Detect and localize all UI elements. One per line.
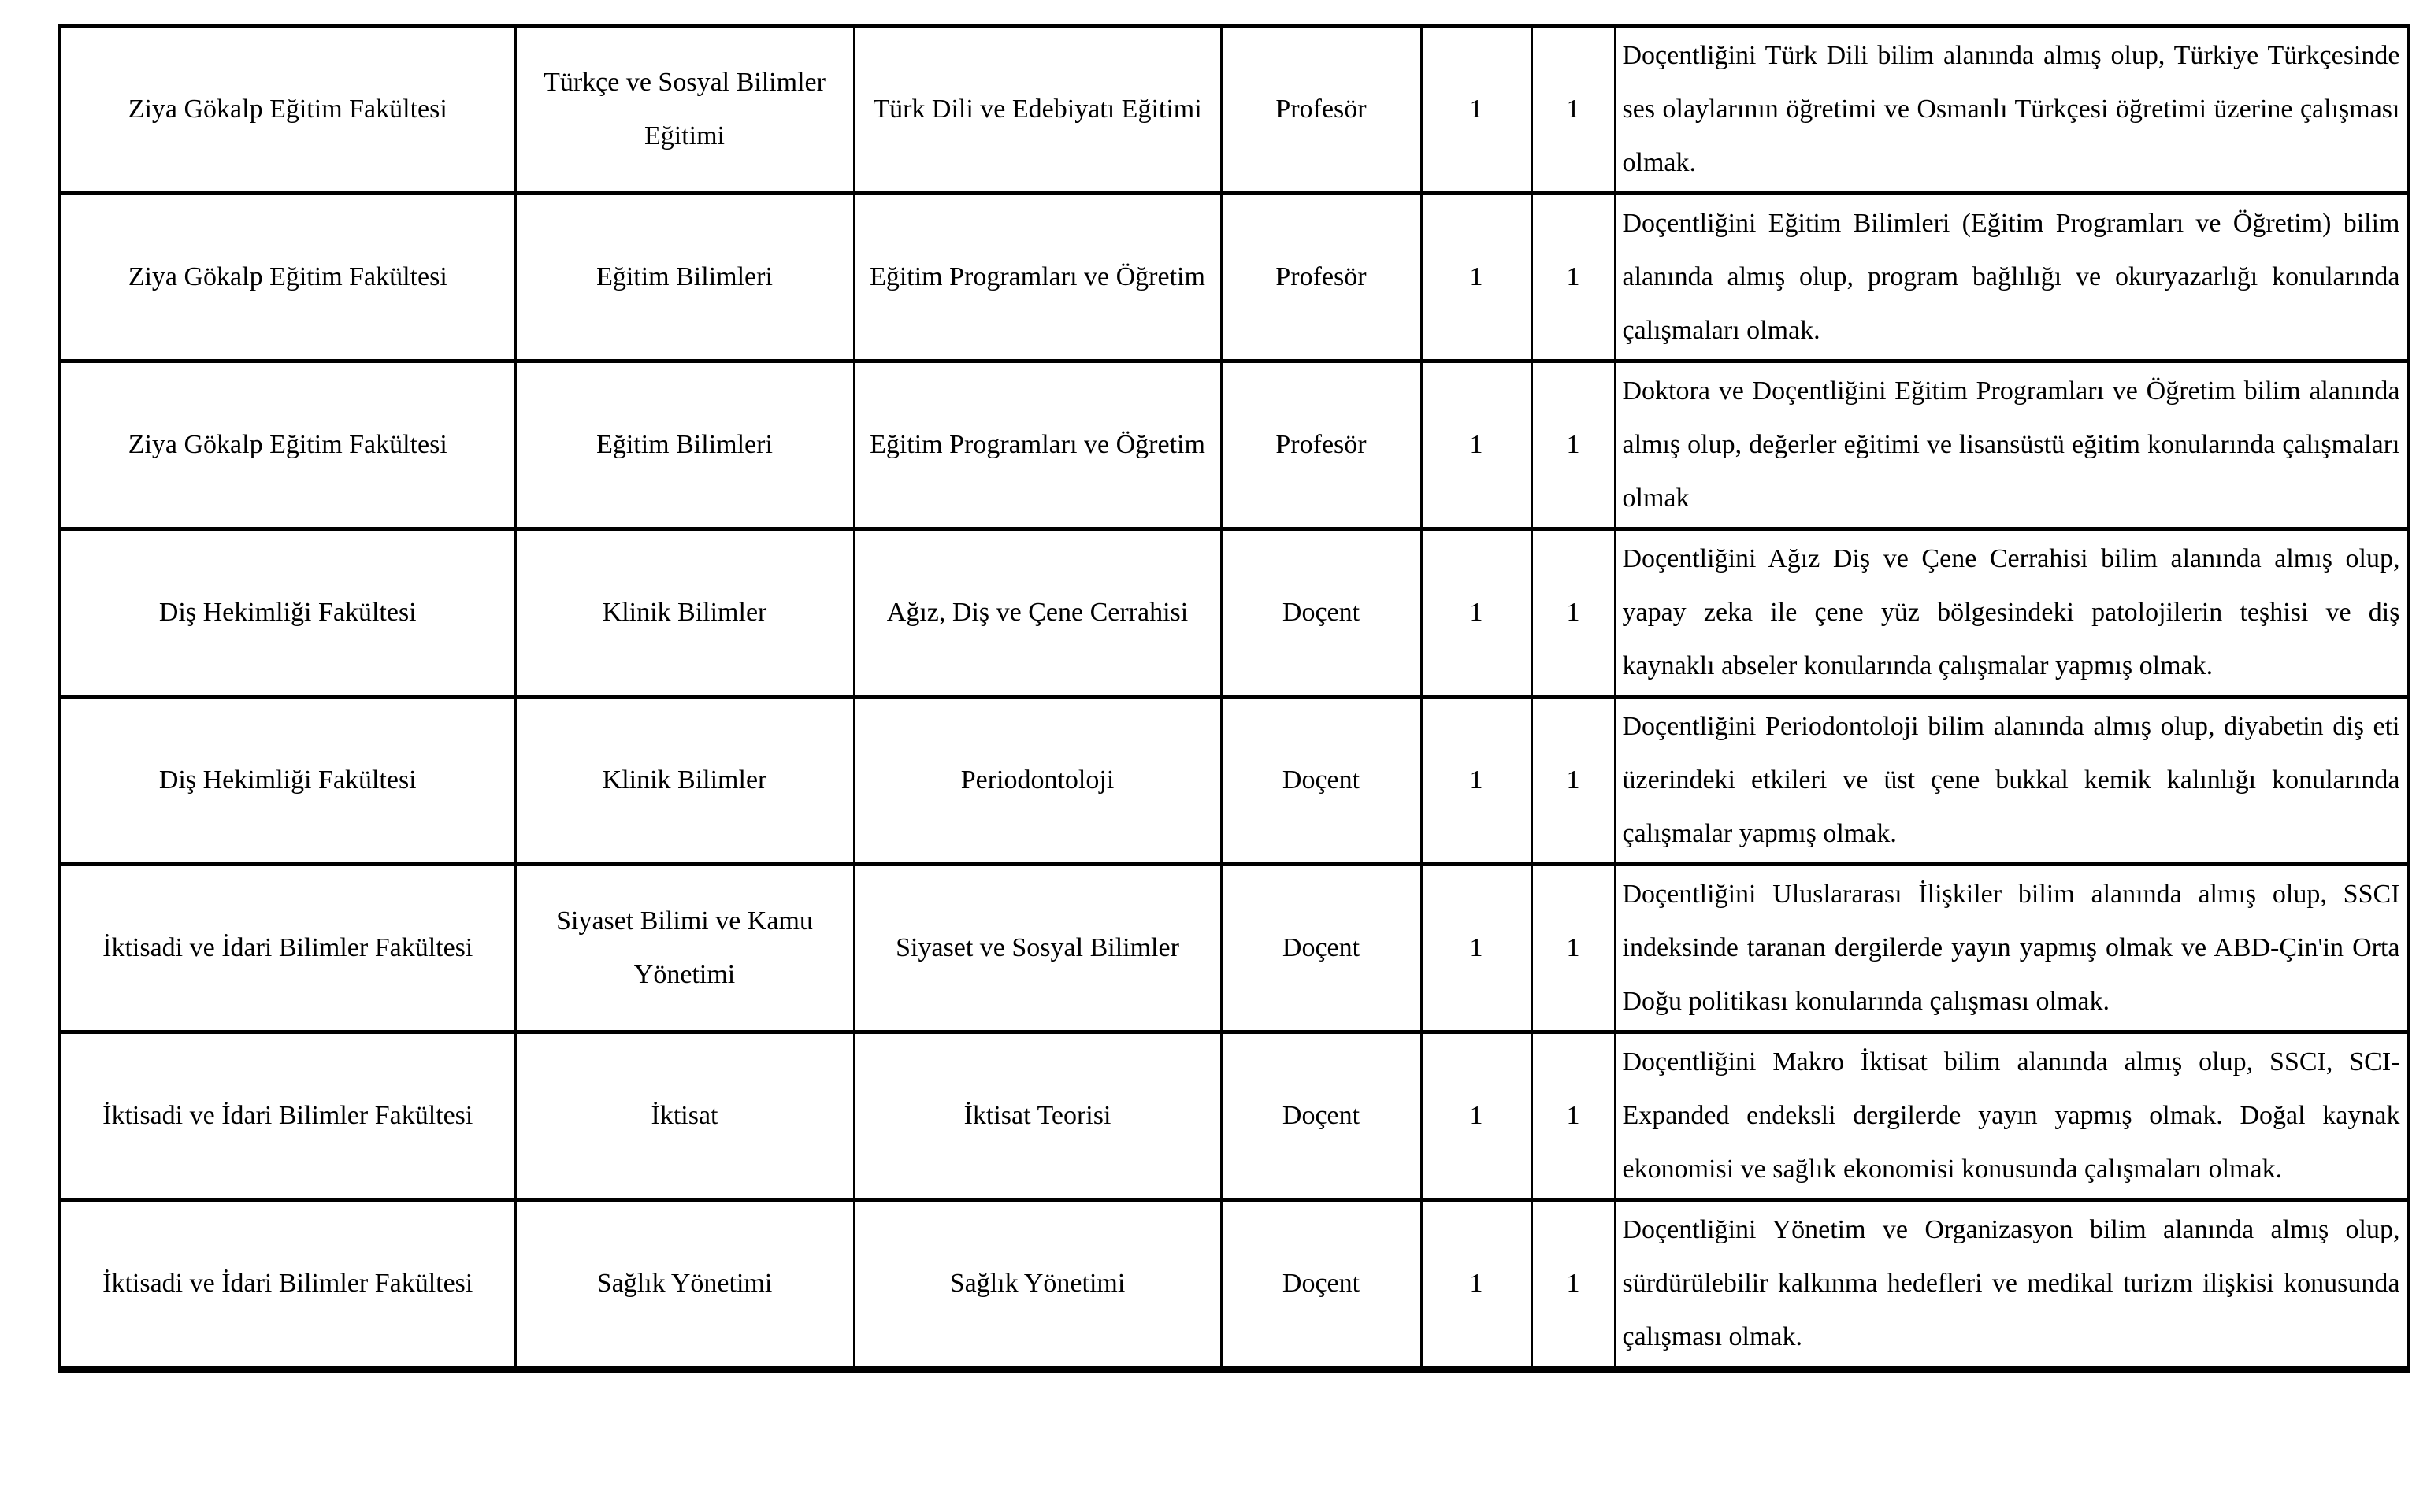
academic-title-cell: Profesör [1221,361,1421,529]
count-cell: 1 [1531,529,1615,697]
grade-cell: 1 [1421,865,1531,1032]
table-row [60,1200,2408,1369]
description-cell: Doktora ve Doçentliğini Eğitim Programları ve Öğretim bilim alanında almış olup, değerler eğitimi ve lisansüstü eğitim konularında çalışmaları olmak [1615,361,2408,529]
table-row [60,194,2408,361]
description-cell: Doçentliğini Türk Dili bilim alanında almış olup, Türkiye Türkçesinde ses olaylarının öğretimi ve Osmanlı Türkçesi öğretimi üzerine çalışması olmak. [1615,26,2408,194]
department-cell: Siyaset Bilimi ve Kamu Yönetimi [515,865,854,1032]
count-cell: 1 [1531,361,1615,529]
table-row [60,1032,2408,1200]
department-cell: Klinik Bilimler [515,529,854,697]
department-cell: Eğitim Bilimleri [515,194,854,361]
program-cell: Türk Dili ve Edebiyatı Eğitimi [854,26,1221,194]
program-cell: Sağlık Yönetimi [854,1200,1221,1369]
academic-title-cell: Doçent [1221,865,1421,1032]
faculty-cell: Ziya Gökalp Eğitim Fakültesi [60,26,515,194]
academic-title-cell: Doçent [1221,1032,1421,1200]
table-body [60,26,2408,1369]
description-cell: Doçentliğini Makro İktisat bilim alanında almış olup, SSCI, SCI-Expanded endeksli dergilerde yayın yapmış olmak. Doğal kaynak ekonomisi ve sağlık ekonomisi konusunda çalışmaları olmak. [1615,1032,2408,1200]
faculty-cell: Ziya Gökalp Eğitim Fakültesi [60,194,515,361]
grade-cell: 1 [1421,361,1531,529]
description-cell: Doçentliğini Periodontoloji bilim alanında almış olup, diyabetin diş eti üzerindeki etkileri ve üst çene bukkal kemik kalınlığı konularında çalışmalar yapmış olmak. [1615,697,2408,865]
faculty-cell: İktisadi ve İdari Bilimler Fakültesi [60,1032,515,1200]
faculty-cell: Diş Hekimliği Fakültesi [60,529,515,697]
table-row [60,865,2408,1032]
faculty-cell: İktisadi ve İdari Bilimler Fakültesi [60,1200,515,1369]
table-row [60,529,2408,697]
count-cell: 1 [1531,26,1615,194]
department-cell: Sağlık Yönetimi [515,1200,854,1369]
description-cell: Doçentliğini Yönetim ve Organizasyon bilim alanında almış olup, sürdürülebilir kalkınma hedefleri ve medikal turizm ilişkisi konusunda çalışması olmak. [1615,1200,2408,1369]
academic-positions-table [58,24,2410,1373]
description-cell: Doçentliğini Eğitim Bilimleri (Eğitim Programları ve Öğretim) bilim alanında almış olup, program bağlılığı ve okuryazarlığı konularında çalışmaları olmak. [1615,194,2408,361]
academic-title-cell: Doçent [1221,1200,1421,1369]
grade-cell: 1 [1421,26,1531,194]
count-cell: 1 [1531,194,1615,361]
academic-title-cell: Profesör [1221,26,1421,194]
faculty-cell: İktisadi ve İdari Bilimler Fakültesi [60,865,515,1032]
count-cell: 1 [1531,1032,1615,1200]
program-cell: Ağız, Diş ve Çene Cerrahisi [854,529,1221,697]
program-cell: İktisat Teorisi [854,1032,1221,1200]
table-row [60,26,2408,194]
description-cell: Doçentliğini Uluslararası İlişkiler bilim alanında almış olup, SSCI indeksinde taranan dergilerde yayın yapmış olmak ve ABD-Çin'in Orta Doğu politikası konularında çalışması olmak. [1615,865,2408,1032]
grade-cell: 1 [1421,194,1531,361]
faculty-cell: Ziya Gökalp Eğitim Fakültesi [60,361,515,529]
program-cell: Siyaset ve Sosyal Bilimler [854,865,1221,1032]
department-cell: Klinik Bilimler [515,697,854,865]
count-cell: 1 [1531,865,1615,1032]
table-row [60,361,2408,529]
grade-cell: 1 [1421,697,1531,865]
description-cell: Doçentliğini Ağız Diş ve Çene Cerrahisi bilim alanında almış olup, yapay zeka ile çene yüz bölgesindeki patolojilerin teşhisi ve diş kaynaklı abseler konularında çalışmalar yapmış olmak. [1615,529,2408,697]
department-cell: İktisat [515,1032,854,1200]
department-cell: Türkçe ve Sosyal Bilimler Eğitimi [515,26,854,194]
grade-cell: 1 [1421,529,1531,697]
table-row [60,697,2408,865]
academic-title-cell: Profesör [1221,194,1421,361]
count-cell: 1 [1531,1200,1615,1369]
faculty-cell: Diş Hekimliği Fakültesi [60,697,515,865]
department-cell: Eğitim Bilimleri [515,361,854,529]
grade-cell: 1 [1421,1200,1531,1369]
program-cell: Periodontoloji [854,697,1221,865]
count-cell: 1 [1531,697,1615,865]
program-cell: Eğitim Programları ve Öğretim [854,194,1221,361]
academic-title-cell: Doçent [1221,697,1421,865]
academic-title-cell: Doçent [1221,529,1421,697]
grade-cell: 1 [1421,1032,1531,1200]
program-cell: Eğitim Programları ve Öğretim [854,361,1221,529]
